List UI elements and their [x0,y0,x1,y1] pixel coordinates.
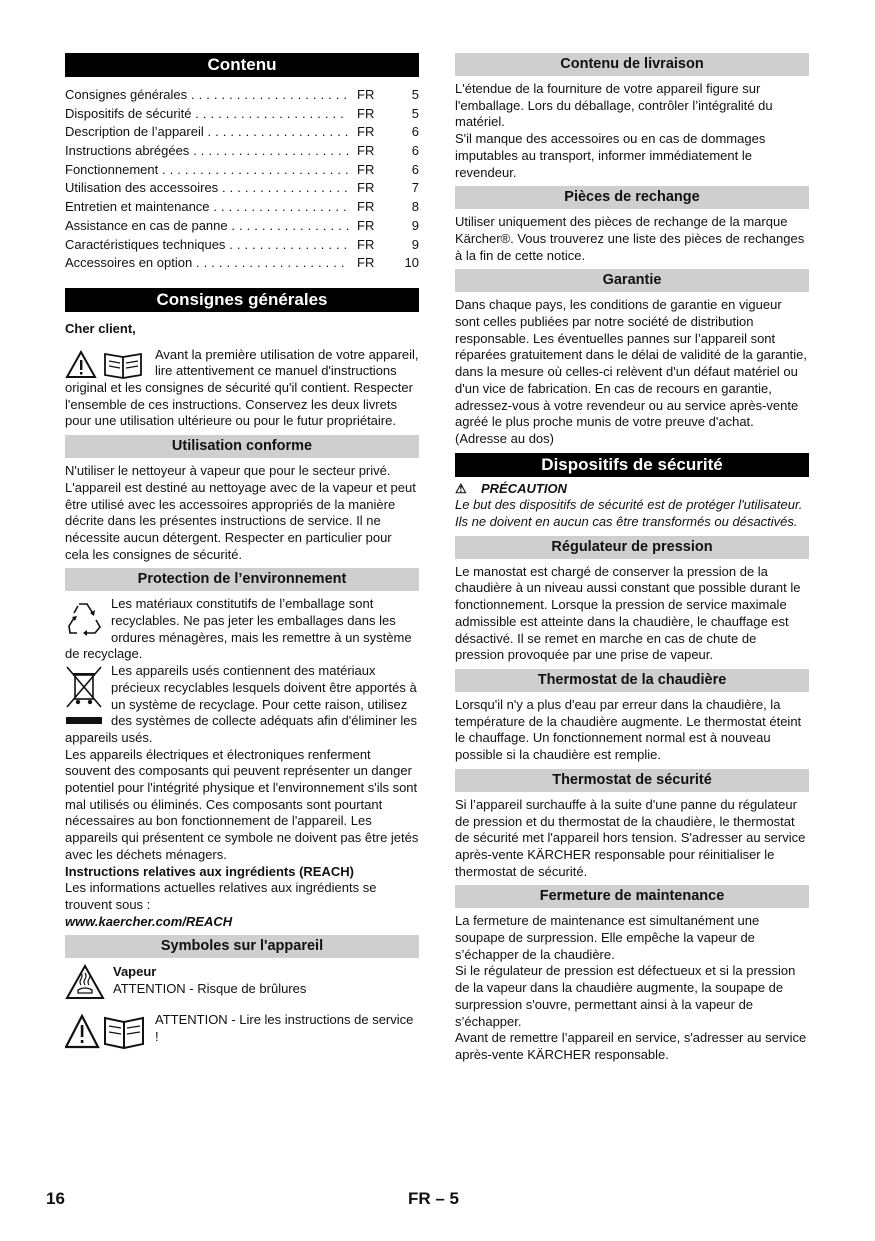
dispositifs-heading: Dispositifs de sécurité [455,453,809,477]
environnement-section [65,596,419,930]
toc-lang: FR [357,124,375,140]
toc-lang: FR [357,255,375,271]
livraison-heading: Contenu de livraison [455,53,809,76]
pieces-section [455,214,809,264]
toc-row[interactable] [65,217,419,236]
utilisation-heading: Utilisation conforme [65,435,419,458]
hot-steam-warning-icon [65,964,105,1000]
toc-lang: FR [357,143,375,159]
reach-title: Instructions relatives aux ingrédients (REACH) [65,863,354,879]
toc-page: 9 [411,236,419,252]
toc-row[interactable] [65,179,419,198]
caution-line [455,481,809,498]
vapeur-text: ATTENTION - Risque de brûlures [113,981,307,997]
garantie-p2: (Adresse au dos) [455,430,554,446]
toc-page: 6 [411,161,419,177]
lire-instructions-text: ATTENTION - Lire les instructions de service ! [155,1012,414,1045]
toc-row[interactable] [65,86,419,105]
garantie-heading: Garantie [455,269,809,292]
vapeur-title: Vapeur [113,964,157,980]
caution-warning-icon: ⚠ [455,480,467,496]
toc-row[interactable] [65,254,419,273]
toc-title: Assistance en cas de panne . . . [65,217,349,236]
utilisation-section [65,463,419,563]
toc-row[interactable] [65,161,419,180]
language-page-number: FR – 5 [408,1189,460,1208]
toc-row[interactable] [65,123,419,142]
toc-title: Utilisation des accessoires . . . [65,179,349,198]
environnement-p1: Les matériaux constitutifs de l’emballage sont recyclables. Ne pas jeter les emballages dans les ordures ménagères, mais les remettre à un système de recyclage. [65,596,412,662]
toc-row[interactable] [65,142,419,161]
thermostat-chaudiere-heading: Thermostat de la chaudière [455,669,809,692]
left-column [65,53,419,1055]
regulateur-p1: Le manostat est chargé de conserver la pression de la chaudière à un niveau aussi constant que possible durant le fonctionnement. Lorsque la pression de service maximale admissible est atteinte dans la chaudière, le chauffage est désactivé. Il se remet en marche en cas de chute de pression provoquée par une prise de vapeur. [455,563,801,663]
toc-title: Caractéristiques techniques . . . [65,236,349,255]
toc-title: Description de l’appareil . . . [65,123,349,142]
fermeture-heading: Fermeture de maintenance [455,885,809,908]
thermostat-chaudiere-section [455,697,809,764]
warning-manual-icon [65,1014,149,1050]
salutation: Cher client, [65,320,136,336]
toc-lang: FR [357,87,375,102]
toc-title: Fonctionnement . . . [65,161,349,180]
pieces-heading: Pièces de rechange [455,186,809,209]
weee-bin-icon [65,665,105,727]
livraison-section [455,81,809,181]
toc-lang: FR [357,199,375,215]
pieces-p1: Utiliser uniquement des pièces de rechange de la marque Kärcher®. Vous trouverez une liste des pièces de rechanges à la fin de cette notice. [455,214,805,263]
thermostat-securite-section [455,797,809,881]
fermeture-p2: Si le régulateur de pression est défectueux et si la pression de la vapeur dans la chaudière augmente, la soupape de surpression s'ouvre, permettant ainsi à la vapeur de s’échapper. [455,963,796,1029]
thermostat-securite-p1: Si l’appareil surchauffe à la suite d'une panne du régulateur de pression et du thermostat de la chaudière, le thermostat de sécurité met l'appareil hors tension. S'adresser au service après-vente KÄRCHER responsable pour réinitialiser le thermostat de sécurité. [455,796,806,879]
toc-page: 9 [411,217,419,233]
page-number: 16 [46,1189,65,1208]
consignes-intro: Avant la première utilisation de votre appareil, lire attentivement ce manuel d'instructions original et les consignes de sécurité qu'il contient. Respecter l'ensemble de ces instructions. Conservez les deux livrets pour une utilisation ultérieure ou pour le futur propriétaire. [65,346,419,429]
symboles-heading: Symboles sur l'appareil [65,935,419,958]
toc-lang: FR [357,105,375,121]
symboles-section [65,964,419,1050]
toc-page: 6 [411,143,419,159]
fermeture-p1: La fermeture de maintenance est simultanément une soupape de surpression. Elle empêche la vapeur de s’échapper de la chaudière. [455,913,760,962]
garantie-p1: Dans chaque pays, les conditions de garantie en vigueur sont celles publiées par notre société de distribution responsable. Les éventuelles pannes sur l’appareil sont réparées gratuitement dans le délai de validité de la garantie, dans la mesure où celles-ci relèvent d'un défaut matériel ou d'un vice de fabrication. En cas de recours en garantie, adressez-vous à votre revendeur ou au service après-vente agréé le plus proche munis de votre preuve d'achat. [455,297,807,430]
recycle-icon [65,598,105,638]
toc-title: Dispositifs de sécurité . . . [65,105,349,124]
toc-title: Consignes générales . . . [65,86,349,105]
toc-page: 10 [404,255,419,271]
regulateur-section [455,564,809,664]
consignes-heading: Consignes générales [65,288,419,312]
garantie-section [455,297,809,447]
toc-row[interactable] [65,105,419,124]
toc-lang: FR [357,180,375,196]
fermeture-section [455,913,809,1063]
reach-url-link[interactable]: www.kaercher.com/REACH [65,913,233,929]
environnement-heading: Protection de l’environnement [65,568,419,591]
toc-lang: FR [357,161,375,177]
toc-title: Instructions abrégées . . . [65,142,349,161]
utilisation-p1: N'utiliser le nettoyeur à vapeur que pour le secteur privé. [65,463,391,479]
toc-page: 7 [411,180,419,196]
toc-page: 8 [411,199,419,215]
thermostat-securite-heading: Thermostat de sécurité [455,769,809,792]
toc-page: 5 [411,105,419,121]
consignes-section [65,321,419,430]
warning-manual-icon [65,350,149,380]
reach-text: Les informations actuelles relatives aux ingrédients se trouvent sous : [65,880,377,912]
toc-title: Entretien et maintenance . . . [65,198,349,217]
table-of-contents [65,86,419,273]
regulateur-heading: Régulateur de pression [455,536,809,559]
environnement-p3: Les appareils électriques et électroniques renferment souvent des composants qui peuvent représenter un danger potentiel pour l'intégrité physique et l'environnement s'ils sont mal utilisés ou éliminés. Ces composants sont pourtant nécessaires au bon fonctionnement de l'appareil. Les appareils qui présentent ce symbole ne doivent pas être jetés avec les déchets ménagers. [65,746,419,862]
fermeture-p3: Avant de remettre l’appareil en service, s'adresser au service après-vente KÄRCHER responsable. [455,1030,807,1062]
toc-lang: FR [357,236,375,252]
caution-text: Le but des dispositifs de sécurité est de protéger l'utilisateur. Ils ne doivent en aucun cas être transformés ou désactivés. [455,497,803,530]
dispositifs-section [455,481,809,531]
right-column [455,53,809,1069]
livraison-p1: L'étendue de la fourniture de votre appareil figure sur l'emballage. Lors du déballage, contrôler l’intégralité du matériel. [455,81,773,130]
toc-lang: FR [357,217,375,233]
toc-title: Accessoires en option . . . [65,254,349,273]
toc-row[interactable] [65,198,419,217]
caution-label: PRÉCAUTION [481,480,567,496]
toc-page: 6 [411,124,419,140]
livraison-p2: S'il manque des accessoires ou en cas de dommages imputables au transport, informer immédiatement le revendeur. [455,131,766,180]
environnement-p2: Les appareils usés contiennent des matériaux précieux recyclables lesquels doivent être apportés à un système de recyclage. Pour cette raison, utilisez des systèmes de collecte adéquats afin d'éliminer les appareils usés. [65,663,417,745]
utilisation-p2: L'appareil est destiné au nettoyage avec de la vapeur et peut être utilisé avec les accessoires appropriés de la manière décrite dans les présentes instructions de service. Il ne nécessite aucun détergent. Respecter en particulier pour cela les consignes de sécurité. [65,479,416,562]
toc-heading: Contenu [65,53,419,77]
toc-row[interactable] [65,236,419,255]
toc-page: 5 [411,87,419,102]
thermostat-chaudiere-p1: Lorsqu'il n'y a plus d'eau par erreur dans la chaudière, la température de la chaudière augmente. Le thermostat éteint le chauffage. Un fonctionnement normal est à nouveau possible si la chaudière est remplie. [455,696,802,763]
